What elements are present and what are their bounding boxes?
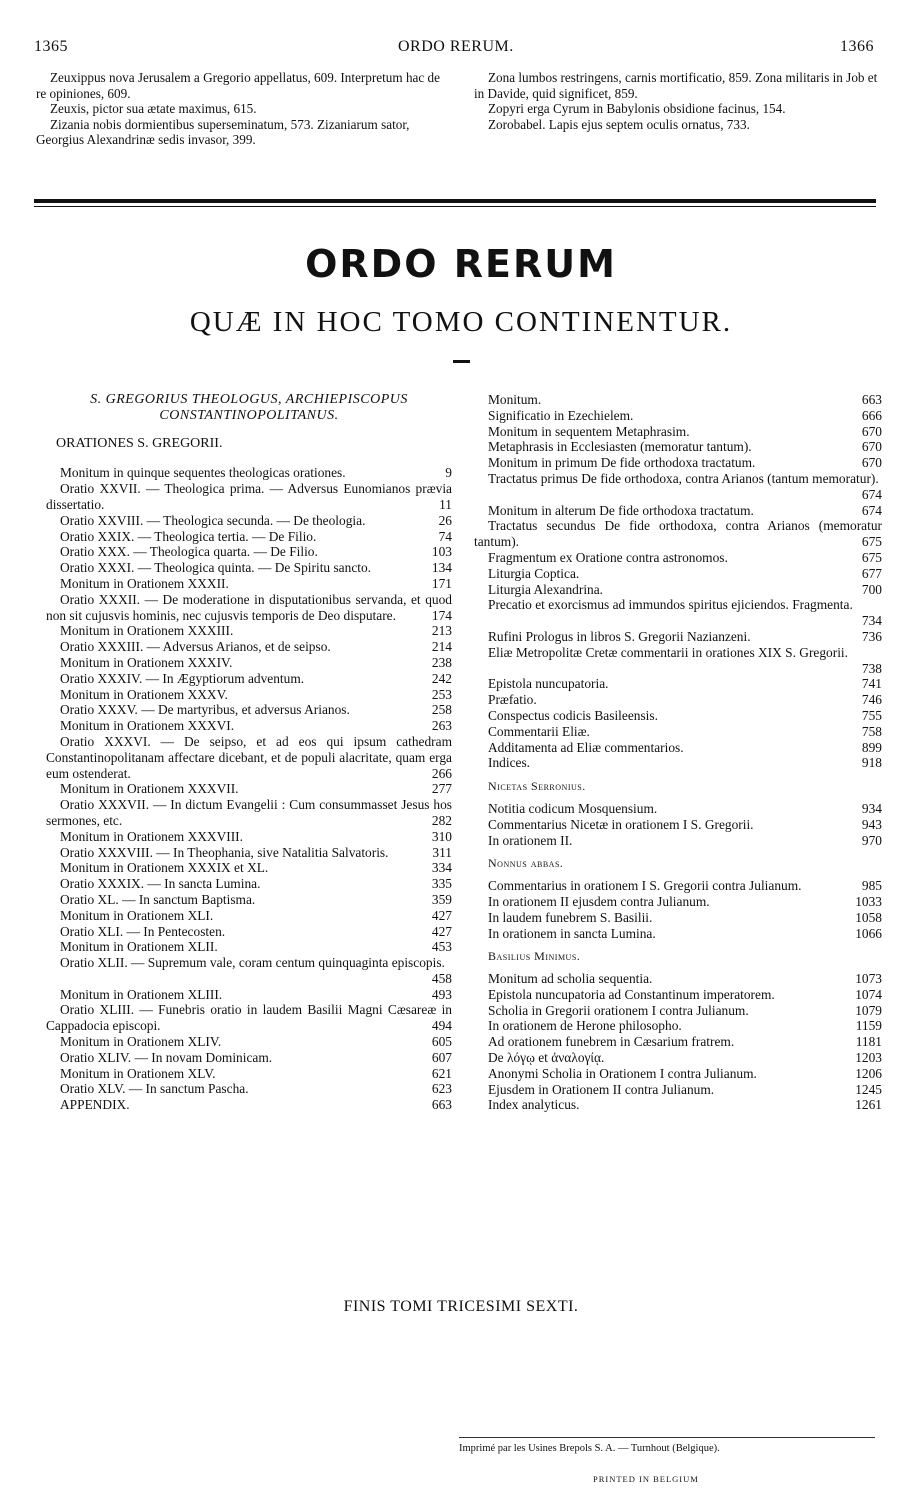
contents-entry (474, 692, 882, 708)
entry-title: Monitum in Orationem XLI. (60, 907, 214, 923)
entry-page: 213 (431, 623, 452, 639)
entry-title: Oratio XXIX. — Theologica tertia. — De Filio. (60, 528, 317, 544)
entry-page: 427 (431, 923, 452, 939)
entry-title: Eliæ Metropolitæ Cretæ commentarii in orationes XIX S. Gregorii. (488, 644, 849, 660)
entry-page: 263 (431, 718, 452, 734)
entry-page: 1079 (855, 1002, 882, 1018)
entry-page: 755 (861, 707, 882, 723)
contents-entry (46, 876, 452, 892)
page-subtitle: QUÆ IN HOC TOMO CONTINENTUR. (189, 306, 733, 338)
contents-entry (474, 503, 882, 519)
contents-entry (46, 1050, 452, 1066)
entry-title: Monitum in Orationem XXXVIII. (60, 828, 243, 844)
entry-page: 670 (861, 455, 882, 471)
entry-page: 258 (431, 702, 452, 718)
contents-entry (474, 582, 882, 598)
contents-entry (474, 708, 882, 724)
contents-entry (46, 639, 452, 655)
section-heading: ORATIONES S. GREGORII. (56, 435, 223, 451)
entry-page: 970 (861, 832, 882, 848)
contents-entry (46, 687, 452, 703)
entry-page: 1033 (855, 893, 882, 909)
entry-page: 1261 (855, 1097, 882, 1113)
entry-title: Oratio XXXII. — De moderatione in disputationibus servanda, et quod non sit cujusvis hominis, nec cujusvis temporis de Deo disputare. (46, 591, 452, 623)
entry-title: Ad orationem funebrem in Cæsarium fratrem. (488, 1034, 735, 1050)
entry-page: 666 (861, 407, 882, 423)
contents-entry (474, 1066, 882, 1082)
contents-entry (474, 817, 882, 833)
divider-thin (34, 206, 876, 207)
contents-entry (474, 910, 882, 926)
index-continuation-left (36, 70, 450, 148)
contents-entry (474, 724, 882, 740)
entry-title: Oratio XLIV. — In novam Dominicam. (60, 1049, 273, 1065)
index-entry: Zizania nobis dormientibus superseminatum, 573. Zizaniarum sator, Georgius Alexandrinæ sedis invasor, 399. (36, 116, 410, 148)
entry-title: Indices. (488, 755, 531, 771)
entry-title: Oratio XXXV. — De martyribus, et adversus Arianos. (60, 702, 350, 718)
entry-page: 335 (431, 876, 452, 892)
entry-page: 675 (861, 534, 882, 550)
contents-left-column (46, 392, 452, 1113)
page-title: ORDO RERUM (305, 242, 617, 286)
contents-entry (474, 971, 882, 987)
contents-entry (46, 1097, 452, 1113)
entry-page: 277 (431, 781, 452, 797)
entry-title: Basilius Minimus. (488, 949, 581, 964)
contents-entry (474, 1018, 882, 1034)
entry-page: 985 (861, 878, 882, 894)
entry-title: Nicetas Serronius. (488, 779, 586, 794)
contents-entry (474, 755, 882, 771)
entry-title: In orationem II ejusdem contra Julianum. (488, 893, 710, 909)
entry-page: 238 (431, 654, 452, 670)
entry-page: 943 (861, 816, 882, 832)
contents-entry (474, 740, 882, 756)
entry-title: Monitum in Orationem XXXIV. (60, 654, 233, 670)
imprint-line: Imprimé par les Usines Brepols S. A. — Turnhout (Belgique). (459, 1443, 720, 1454)
contents-right-column (474, 392, 882, 1113)
contents-entry (474, 856, 882, 872)
entry-title: Monitum in Orationem XXXII. (60, 575, 229, 591)
entry-page: 738 (861, 660, 882, 676)
contents-entry (46, 576, 452, 592)
contents-entry (474, 779, 882, 795)
entry-page: 1206 (855, 1065, 882, 1081)
entry-page: 174 (431, 607, 452, 623)
entry-page: 458 (431, 970, 452, 986)
entry-title: Commentarius Nicetæ in orationem I S. Gregorii. (488, 816, 754, 832)
contents-entry (474, 1082, 882, 1098)
contents-entry (46, 544, 452, 560)
contents-entry (46, 908, 452, 924)
contents-entry (474, 518, 882, 550)
entry-title: Ejusdem in Orationem II contra Julianum. (488, 1081, 715, 1097)
entry-page: 74 (438, 528, 452, 544)
entry-title: Oratio XXXI. — Theologica quinta. — De Spiritu sancto. (60, 560, 372, 576)
entry-title: Monitum in Orationem XLIV. (60, 1034, 222, 1050)
entry-page: 427 (431, 907, 452, 923)
entry-page: 670 (861, 423, 882, 439)
contents-entry (474, 1097, 882, 1113)
entry-title: Fragmentum ex Oratione contra astronomos. (488, 549, 728, 565)
entry-page: 1203 (855, 1050, 882, 1066)
entry-title: Oratio XXXIII. — Adversus Arianos, et de seipso. (60, 639, 331, 655)
entry-title: Præfatio. (488, 692, 537, 708)
entry-page: 1074 (855, 986, 882, 1002)
entry-page: 674 (861, 502, 882, 518)
contents-entry (474, 949, 882, 965)
entry-page: 171 (431, 575, 452, 591)
contents-entry (474, 424, 882, 440)
contents-entry (474, 566, 882, 582)
contents-entry (46, 671, 452, 687)
entry-page: 674 (861, 486, 882, 502)
contents-entry (46, 781, 452, 797)
contents-entry (474, 926, 882, 942)
entry-page: 736 (861, 628, 882, 644)
contents-entry (46, 734, 452, 781)
contents-entry (474, 833, 882, 849)
entry-page: 134 (431, 560, 452, 576)
entry-title: Monitum in Orationem XXXIII. (60, 623, 234, 639)
contents-entry (474, 439, 882, 455)
entry-title: Anonymi Scholia in Orationem I contra Julianum. (488, 1065, 757, 1081)
contents-entry (46, 1002, 452, 1034)
index-entry: Zeuxis, pictor sua ætate maximus, 615. (50, 101, 257, 117)
entry-title: Monitum in Orationem XLIII. (60, 986, 223, 1002)
contents-entry (474, 597, 882, 629)
contents-entry (474, 455, 882, 471)
contents-entry (474, 1050, 882, 1066)
contents-entry (474, 645, 882, 677)
contents-entry (474, 408, 882, 424)
entry-page: 242 (431, 670, 452, 686)
entry-title: In orationem II. (488, 832, 573, 848)
entry-page: 310 (431, 828, 452, 844)
entry-page: 311 (432, 844, 452, 860)
entry-title: Monitum in Orationem XLII. (60, 939, 218, 955)
entry-title: Oratio XXXVI. — De seipso, et ad eos qui ipsum cathedram Constantinopolitanam affectare dicebant, et de populi alacritate, quam erga eum ostenderat. (46, 733, 452, 781)
entry-title: Monitum in Orationem XXXVI. (60, 718, 235, 734)
contents-entry (474, 676, 882, 692)
entry-page: 899 (861, 739, 882, 755)
entry-page: 918 (861, 755, 882, 771)
entry-page: 663 (431, 1097, 452, 1113)
entry-title: Monitum in Orationem XXXVII. (60, 781, 239, 797)
entry-title: Oratio XLIII. — Funebris oratio in laudem Basilii Magni Cæsareæ in Cappadocia episcopi. (46, 1002, 452, 1034)
entry-page: 663 (861, 392, 882, 407)
contents-entry (474, 471, 882, 503)
contents-entry (46, 529, 452, 545)
entry-title: Oratio XXXIX. — In sancta Lumina. (60, 876, 261, 892)
printed-in-line: PRINTED IN BELGIUM (593, 1474, 699, 1484)
index-entry: Zopyri erga Cyrum in Babylonis obsidione facinus, 154. (488, 101, 786, 117)
entry-page: 494 (431, 1018, 452, 1034)
entry-title: Conspectus codicis Basileensis. (488, 707, 658, 723)
entry-title: De λόγῳ et ἀναλογίᾳ. (488, 1050, 605, 1066)
entry-title: Scholia in Gregorii orationem I contra Julianum. (488, 1002, 749, 1018)
entry-title: Oratio XLI. — In Pentecosten. (60, 923, 226, 939)
entry-page: 734 (861, 613, 882, 629)
entry-page: 758 (861, 723, 882, 739)
entry-title: Commentarius in orationem I S. Gregorii contra Julianum. (488, 878, 802, 894)
page-number-left: 1365 (34, 38, 68, 55)
contents-entry (46, 924, 452, 940)
entry-title: Oratio XXX. — Theologica quarta. — De Filio. (60, 544, 318, 560)
contents-entry (46, 955, 452, 987)
entry-title: Oratio XLII. — Supremum vale, coram centum quinquaginta episcopis. (60, 955, 445, 971)
running-title: ORDO RERUM. (398, 38, 514, 55)
contents-entry (474, 878, 882, 894)
entry-page: 282 (431, 812, 452, 828)
contents-entry (474, 801, 882, 817)
entry-page: 1073 (855, 971, 882, 987)
entry-title: Rufini Prologus in libros S. Gregorii Nazianzeni. (488, 628, 751, 644)
entry-page: 26 (438, 512, 452, 528)
entry-title: Epistola nuncupatoria. (488, 676, 609, 692)
entry-title: Tractatus primus De fide orthodoxa, contra Arianos (tantum memoratur). (488, 470, 879, 486)
entry-page: 605 (431, 1034, 452, 1050)
index-entry: Zeuxippus nova Jerusalem a Gregorio appellatus, 609. Interpretum hac de re opiniones, 609. (36, 70, 441, 101)
entry-page: 1159 (855, 1018, 882, 1034)
contents-entry (46, 892, 452, 908)
entry-title: Tractatus secundus De fide orthodoxa, contra Arianos (memoratur tantum). (474, 518, 882, 550)
entry-title: Oratio XXXVIII. — In Theophania, sive Natalitia Salvatoris. (60, 844, 389, 860)
contents-entry (46, 623, 452, 639)
divider-thick (34, 199, 876, 203)
contents-list (46, 465, 452, 1113)
contents-entry (46, 592, 452, 624)
entry-page: 677 (861, 565, 882, 581)
index-continuation-right (474, 70, 878, 132)
entry-title: Metaphrasis in Ecclesiasten (memoratur tantum). (488, 439, 752, 455)
entry-page: 253 (431, 686, 452, 702)
entry-title: Additamenta ad Eliæ commentarios. (488, 739, 684, 755)
contents-entry (46, 465, 452, 481)
imprint-rule (459, 1437, 875, 1438)
author-heading: S. GREGORIUS THEOLOGUS, ARCHIEPISCOPUS (90, 392, 408, 407)
entry-title: Commentarii Eliæ. (488, 723, 590, 739)
entry-title: Notitia codicum Mosquensium. (488, 800, 658, 816)
contents-entry (474, 392, 882, 408)
contents-entry (46, 655, 452, 671)
contents-entry (46, 845, 452, 861)
contents-entry (46, 702, 452, 718)
entry-title: Oratio XXVIII. — Theologica secunda. — De theologia. (60, 512, 366, 528)
author-heading-line2: CONSTANTINOPOLITANUS. (159, 407, 339, 423)
entry-title: Monitum in primum De fide orthodoxa tractatum. (488, 455, 756, 471)
entry-page: 607 (431, 1049, 452, 1065)
entry-page: 746 (861, 692, 882, 708)
entry-page: 334 (431, 860, 452, 876)
entry-title: Oratio XL. — In sanctum Baptisma. (60, 891, 256, 907)
entry-page: 266 (431, 765, 452, 781)
entry-page: 621 (431, 1065, 452, 1081)
entry-title: Nonnus abbas. (488, 856, 564, 871)
entry-title: Monitum in Orationem XLV. (60, 1065, 216, 1081)
contents-entry (46, 987, 452, 1003)
contents-entry (474, 550, 882, 566)
entry-page: 453 (431, 939, 452, 955)
index-entry: Zorobabel. Lapis ejus septem oculis ornatus, 733. (488, 116, 750, 132)
entry-title: Monitum in sequentem Metaphrasim. (488, 423, 690, 439)
contents-entry (46, 560, 452, 576)
contents-entry (474, 629, 882, 645)
contents-entry (46, 860, 452, 876)
entry-page: 359 (431, 891, 452, 907)
entry-title: Oratio XXVII. — Theologica prima. — Adversus Eunomianos prævia dissertatio. (46, 481, 452, 512)
contents-entry (46, 939, 452, 955)
entry-page: 623 (431, 1081, 452, 1097)
entry-title: Monitum ad scholia sequentia. (488, 971, 653, 987)
entry-title: Precatio et exorcismus ad immundos spiritus ejiciendos. Fragmenta. (488, 597, 853, 613)
contents-entry (46, 481, 452, 513)
entry-page: 1181 (855, 1034, 882, 1050)
entry-title: In laudem funebrem S. Basilii. (488, 909, 653, 925)
entry-title: In orationem in sancta Lumina. (488, 925, 656, 941)
entry-page: 741 (861, 676, 882, 692)
contents-entry (474, 894, 882, 910)
entry-title: Monitum. (488, 392, 542, 407)
entry-title: APPENDIX. (60, 1097, 130, 1113)
entry-page: 675 (861, 549, 882, 565)
entry-page: 1245 (855, 1081, 882, 1097)
entry-page: 9 (445, 465, 452, 481)
entry-title: Oratio XXXVII. — In dictum Evangelii : Cum consummasset Jesus hos sermones, etc. (46, 797, 452, 828)
contents-entry (474, 1034, 882, 1050)
ornament-dash (453, 360, 470, 363)
entry-title: In orationem de Herone philosopho. (488, 1018, 682, 1034)
entry-title: Monitum in quinque sequentes theologicas orationes. (60, 465, 346, 481)
entry-page: 700 (861, 581, 882, 597)
index-entry: Zona lumbos restringens, carnis mortificatio, 859. Zona militaris in Job et in Davide, quid significet, 859. (474, 70, 878, 101)
entry-title: Oratio XXXIV. — In Ægyptiorum adventum. (60, 670, 305, 686)
entry-title: Liturgia Alexandrina. (488, 581, 604, 597)
contents-entry (46, 1034, 452, 1050)
contents-entry (46, 797, 452, 829)
entry-title: Monitum in Orationem XXXV. (60, 686, 228, 702)
contents-entry (46, 718, 452, 734)
entry-title: Liturgia Coptica. (488, 565, 580, 581)
entry-title: Epistola nuncupatoria ad Constantinum imperatorem. (488, 986, 775, 1002)
entry-title: Index analyticus. (488, 1097, 580, 1113)
entry-page: 103 (431, 544, 452, 560)
contents-entry (474, 1003, 882, 1019)
entry-title: Oratio XLV. — In sanctum Pascha. (60, 1081, 249, 1097)
contents-entry (474, 987, 882, 1003)
contents-entry (46, 829, 452, 845)
page-number-right: 1366 (840, 38, 874, 55)
entry-title: Monitum in Orationem XXXIX et XL. (60, 860, 269, 876)
contents-list (474, 392, 882, 1113)
entry-page: 1058 (855, 909, 882, 925)
contents-entry (46, 513, 452, 529)
entry-page: 670 (861, 439, 882, 455)
entry-page: 1066 (855, 925, 882, 941)
entry-title: Monitum in alterum De fide orthodoxa tractatum. (488, 502, 754, 518)
contents-entry (46, 1066, 452, 1082)
contents-entry (46, 1081, 452, 1097)
entry-page: 214 (431, 639, 452, 655)
entry-page: 934 (861, 800, 882, 816)
entry-page: 493 (431, 986, 452, 1002)
entry-page: 11 (439, 496, 452, 512)
finis-line: FINIS TOMI TRICESIMI SEXTI. (343, 1298, 579, 1315)
entry-title: Significatio in Ezechielem. (488, 407, 634, 423)
